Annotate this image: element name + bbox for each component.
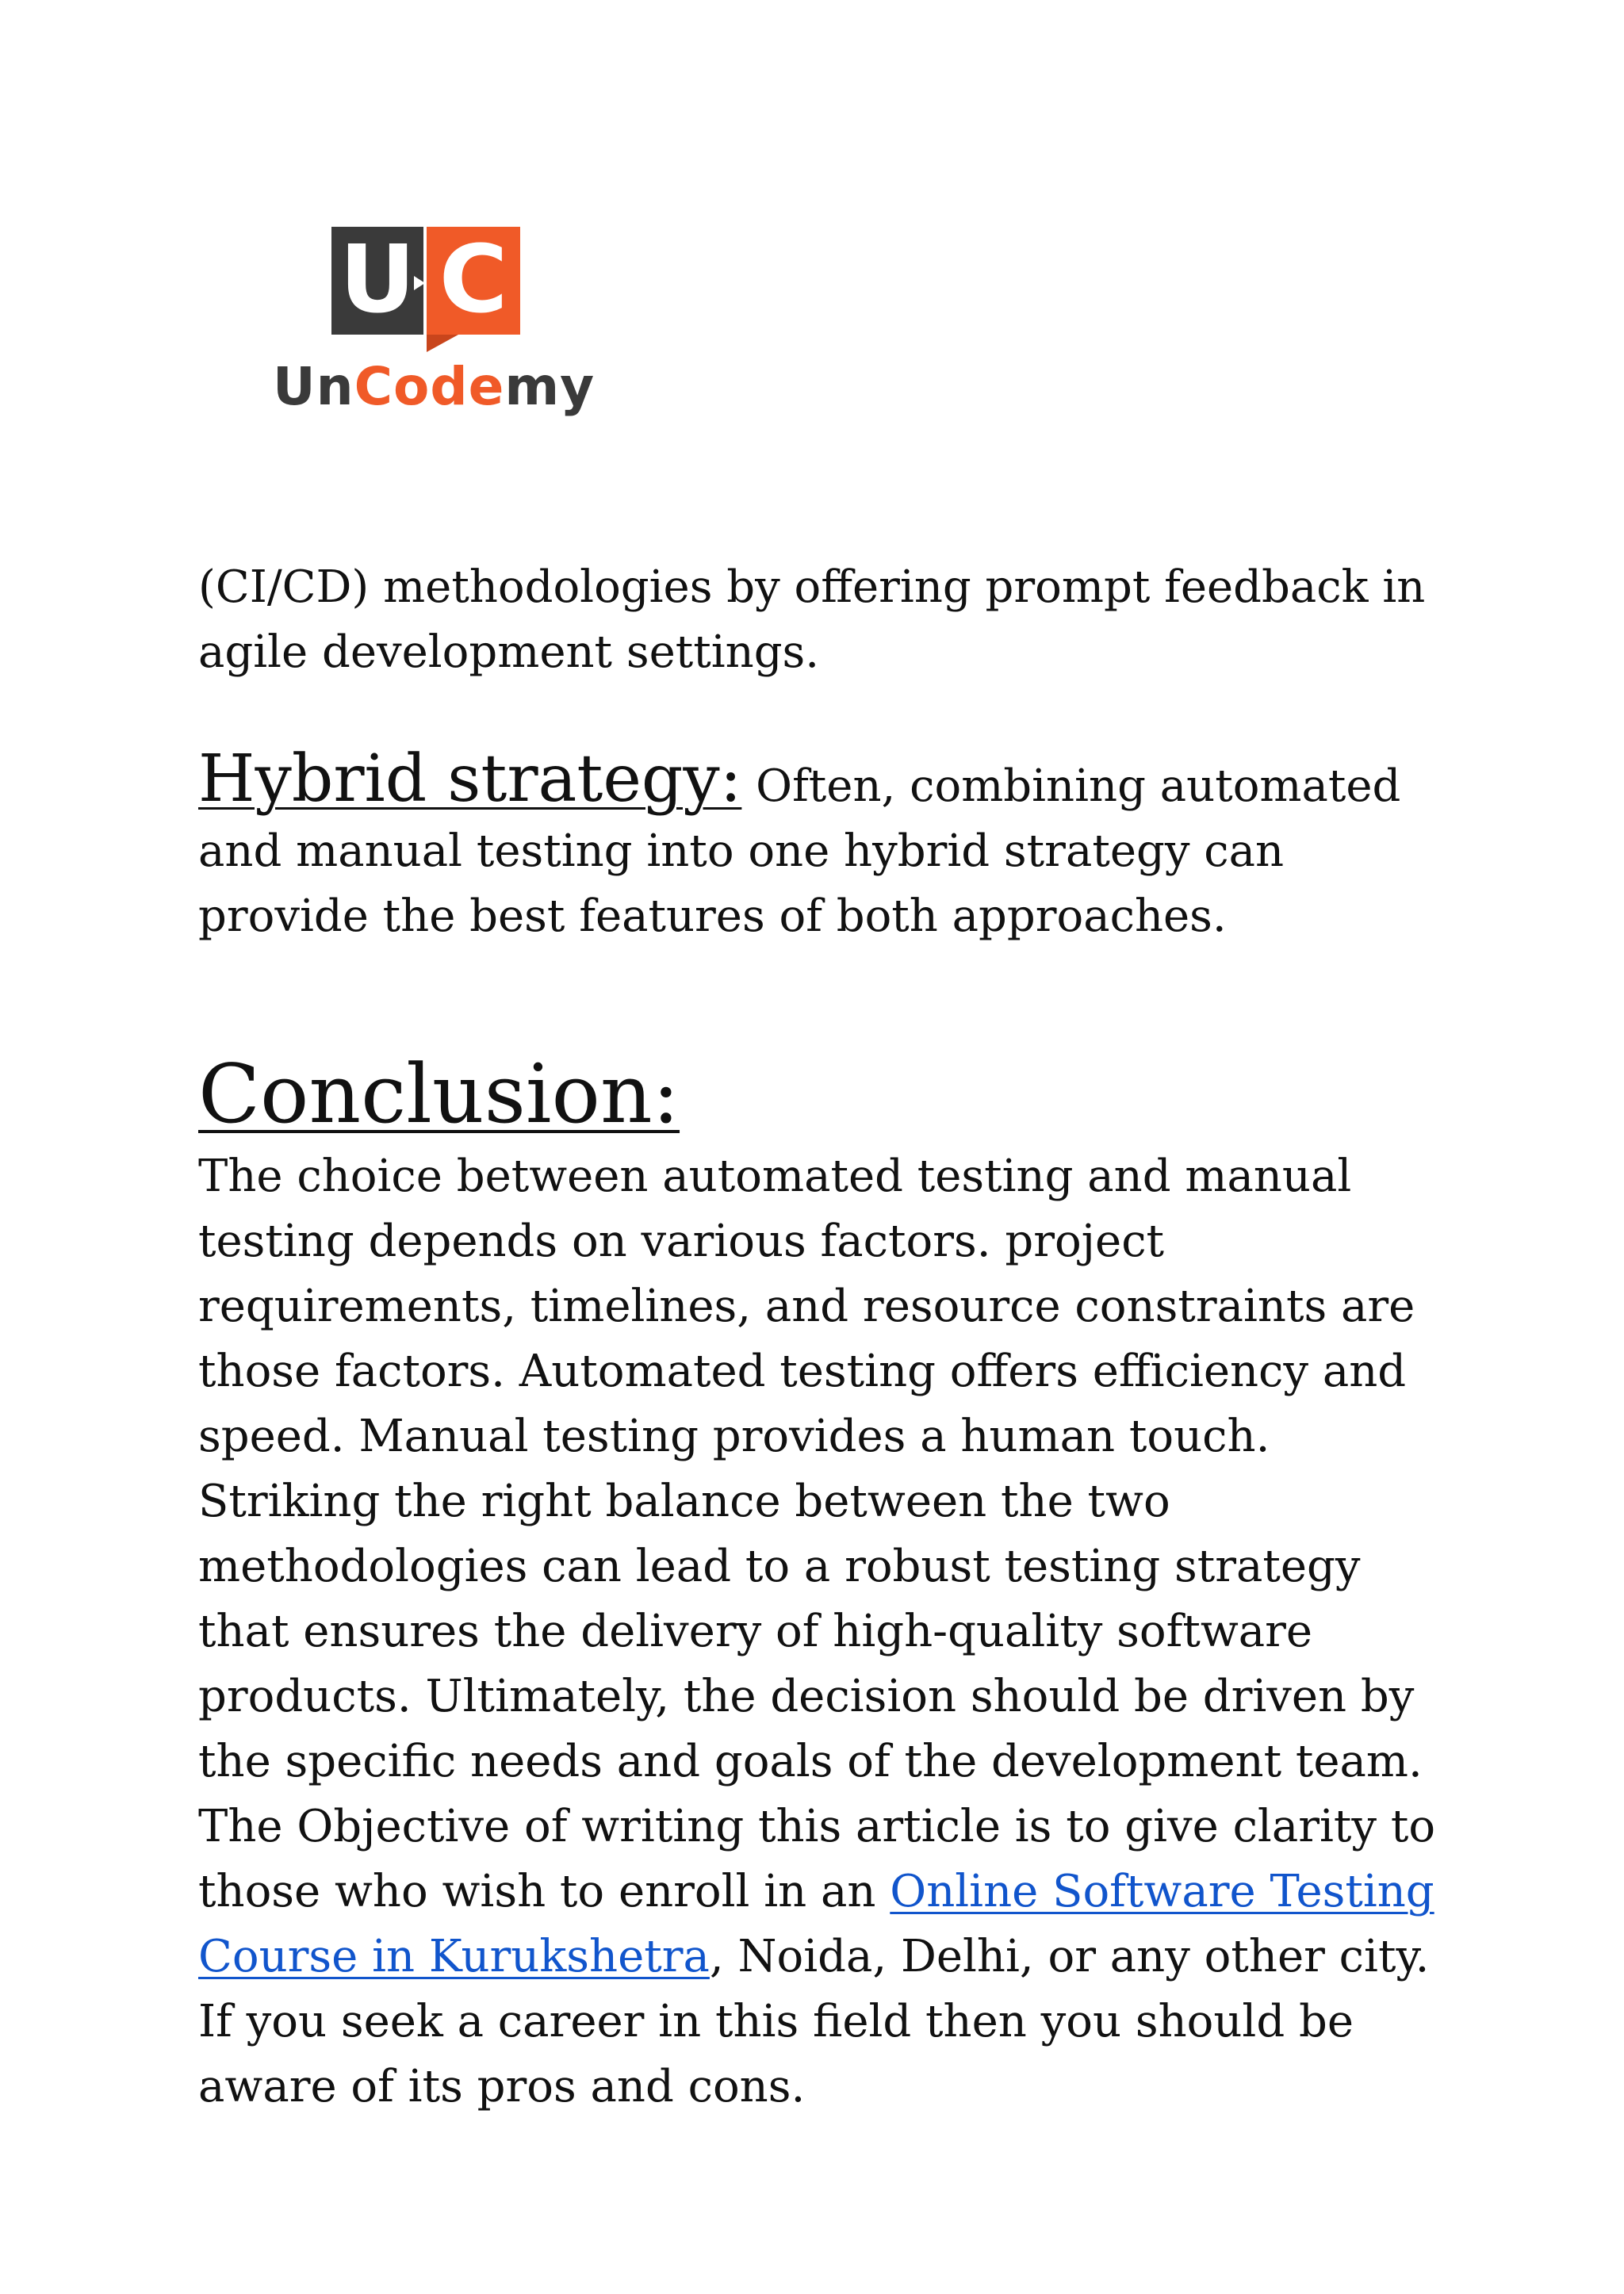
logo-letter-c: C (439, 224, 508, 334)
hybrid-strategy-paragraph (198, 741, 1451, 949)
course-link[interactable]: Online Software Testing Course in Kurukshetra (198, 1866, 1434, 1982)
logo-wordmark (273, 355, 595, 419)
document-body (198, 555, 1451, 2120)
logo-mark (331, 224, 522, 338)
conclusion-text-before: The choice between automated testing and manual testing depends on various factors. project requirements, timelines, and resource constraints are those factors. Automated testing offers efficiency and speed. Manual testing provides a human touch. Striking the right balance between the two methodologies can lead to a robust testing strategy that ensures the delivery of high-quality software products. Ultimately, the decision should be driven by the specific needs and goals of the development team. The Objective of writing this article is to give clarity to those who wish to enroll in an (198, 1151, 1436, 1917)
uncodemy-logo (270, 222, 596, 428)
logo-word-code: Code (354, 356, 505, 417)
intro-paragraph: (CI/CD) methodologies by offering prompt feedback in agile development settings. (198, 561, 1426, 678)
logo-fold-shape (427, 335, 458, 352)
hybrid-strategy-heading: Hybrid strategy: (198, 741, 742, 817)
logo-word-un: Un (273, 356, 354, 417)
conclusion-paragraph (198, 1144, 1451, 2120)
conclusion-text-after: , Noida, Delhi, or any other city. If you seek a career in this field then you should be aware of its pros and cons. (198, 1931, 1430, 2112)
logo-letter-u: U (339, 224, 416, 334)
conclusion-heading: Conclusion: (198, 1047, 680, 1142)
logo-word-my: my (504, 356, 596, 417)
hybrid-strategy-text: Often, combining automated and manual testing into one hybrid strategy can provide the best features of both approaches. (198, 760, 1401, 942)
logo-arrow-icon (414, 276, 425, 290)
